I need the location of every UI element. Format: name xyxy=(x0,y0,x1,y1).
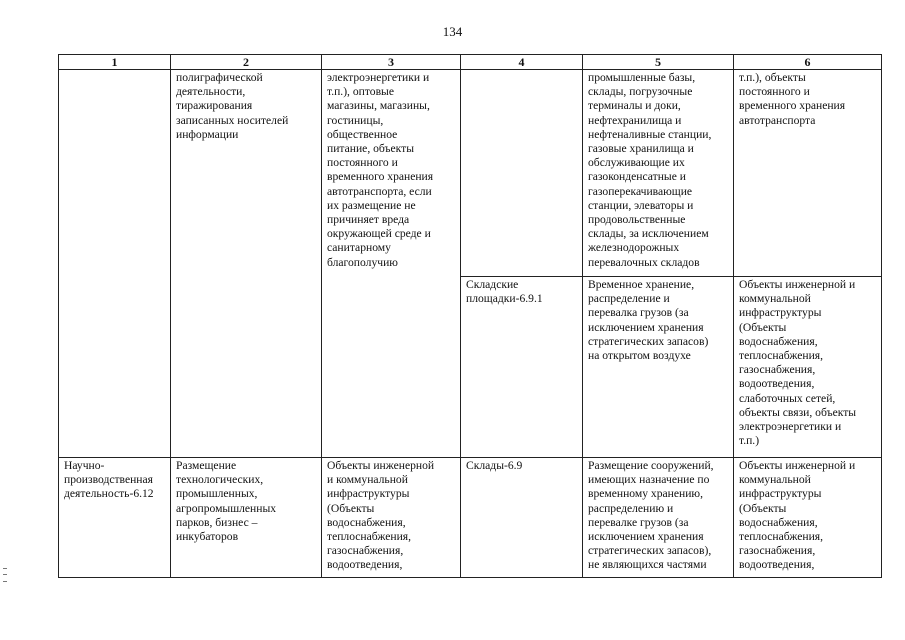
cell-text-line: газоснабжения, xyxy=(739,363,816,377)
cell-text-line: водоотведения, xyxy=(739,558,815,572)
cell-text-line: технологических, xyxy=(176,473,264,487)
cell-text-line: инфраструктуры xyxy=(327,487,410,501)
cell-text-line: временному хранению, xyxy=(588,487,703,501)
cell-text-line: перевалка грузов (за xyxy=(588,306,689,320)
cell-text-line: инфраструктуры xyxy=(739,487,822,501)
cell-text-line: стратегических запасов), xyxy=(588,544,712,558)
cell-text-line: гостиницы, xyxy=(327,113,384,127)
cell-text-line: автотранспорта xyxy=(739,113,816,127)
cell-text-line: Научно- xyxy=(64,459,105,472)
cell-text-line: агропромышленных xyxy=(176,501,277,515)
cell-text-line: распределению и xyxy=(588,501,674,515)
cell-text-line: продовольственные xyxy=(588,213,686,227)
cell-text-line: терминалы и доки, xyxy=(588,99,681,113)
cell-text-line: газоснабжения, xyxy=(327,544,404,558)
cell-text-line: газоконденсатные и xyxy=(588,170,686,184)
cell-text-line: склады, погрузочные xyxy=(588,85,693,99)
cell-text-line: нефтеналивные станции, xyxy=(588,127,712,141)
land-use-table xyxy=(58,54,882,578)
cell-text-line: объекты связи, объекты xyxy=(739,405,857,419)
cell-text-line: постоянного и xyxy=(327,156,398,170)
cell-text-line: Объекты инженерной и xyxy=(739,278,856,291)
cell-text-line: и коммунальной xyxy=(327,473,408,487)
cell-science-col1 xyxy=(59,458,171,578)
cell-cont-col3 xyxy=(322,70,461,458)
cell-science-col4 xyxy=(461,458,583,578)
cell-text-line: водоотведения, xyxy=(327,558,403,572)
cell-text-line: водоснабжения, xyxy=(327,515,406,529)
cell-text-line: Размещение xyxy=(176,459,237,472)
cell-text-line: Размещение сооружений, xyxy=(588,459,714,472)
cell-text-line: деятельности, xyxy=(176,85,246,99)
cell-storage-col6 xyxy=(734,277,882,458)
cell-text-line: т.п.), оптовые xyxy=(327,85,394,99)
cell-text-line: Склады-6.9 xyxy=(466,459,523,472)
column-number-5: 5 xyxy=(583,55,734,70)
cell-science-col2 xyxy=(171,458,322,578)
cell-text-line: промышленных, xyxy=(176,487,258,501)
cell-text-line: перевалочных складов xyxy=(588,255,700,269)
scan-edge-mark xyxy=(3,568,7,582)
cell-text-line: распределение и xyxy=(588,292,670,306)
cell-text-line: коммунальной xyxy=(739,292,811,306)
cell-storage-col4 xyxy=(461,277,583,458)
cell-text-line: обслуживающие их xyxy=(588,156,685,170)
cell-text-line: их размещение не xyxy=(327,198,416,212)
column-number-3: 3 xyxy=(322,55,461,70)
table-row xyxy=(59,458,882,578)
cell-text-line: Складские xyxy=(466,278,519,291)
cell-text-line: водоотведения, xyxy=(739,377,815,391)
cell-text-line: на открытом воздухе xyxy=(588,349,691,363)
cell-text-line: питание, объекты xyxy=(327,142,414,156)
cell-text-line: газоснабжения, xyxy=(739,544,816,558)
cell-text-line: общественное xyxy=(327,127,398,141)
cell-text-line: деятельность-6.12 xyxy=(64,487,154,501)
column-number-2: 2 xyxy=(171,55,322,70)
page-number: 134 xyxy=(442,24,463,39)
cell-text-line: теплоснабжения, xyxy=(327,530,412,544)
cell-text-line: исключением хранения xyxy=(588,320,704,334)
cell-text-line: площадки-6.9.1 xyxy=(466,292,543,306)
cell-text-line: слаботочных сетей, xyxy=(739,391,836,405)
cell-text-line: временного хранения xyxy=(327,170,434,184)
cell-cont-col6 xyxy=(734,70,882,277)
cell-text-line: информации xyxy=(176,127,239,141)
cell-text-line: электроэнергетики и xyxy=(327,71,430,84)
cell-storage-col5 xyxy=(583,277,734,458)
cell-text-line: теплоснабжения, xyxy=(739,349,824,363)
cell-text-line: стратегических запасов) xyxy=(588,334,709,348)
cell-text-line: постоянного и xyxy=(739,85,810,99)
cell-text-line: (Объекты xyxy=(739,320,787,334)
cell-text-line: исключением хранения xyxy=(588,530,704,544)
cell-science-col5 xyxy=(583,458,734,578)
cell-text-line: промышленные базы, xyxy=(588,71,696,84)
column-number-1: 1 xyxy=(59,55,171,70)
cell-text-line: железнодорожных xyxy=(588,241,680,255)
cell-text-line: инфраструктуры xyxy=(739,306,822,320)
cell-text-line: магазины, магазины, xyxy=(327,99,430,113)
cell-text-line: производственная xyxy=(64,473,153,487)
cell-science-col3 xyxy=(322,458,461,578)
cell-cont-col2 xyxy=(171,70,322,458)
cell-text-line: Временное хранение, xyxy=(588,278,695,291)
column-number-6: 6 xyxy=(734,55,882,70)
cell-text-line: перевалке грузов (за xyxy=(588,515,689,529)
table-row xyxy=(59,70,882,277)
cell-text-line: коммунальной xyxy=(739,473,811,487)
cell-text-line: теплоснабжения, xyxy=(739,530,824,544)
cell-text-line: (Объекты xyxy=(327,501,375,515)
cell-text-line: станции, элеваторы и xyxy=(588,198,694,212)
cell-text-line: тиражирования xyxy=(176,99,253,113)
cell-text-line: электроэнергетики и xyxy=(739,420,842,434)
cell-text-line: газоперекачивающие xyxy=(588,184,693,198)
cell-text-line: т.п.) xyxy=(739,434,760,448)
cell-text-line: парков, бизнес – xyxy=(176,515,258,529)
cell-text-line: не являющихся частями xyxy=(588,558,707,572)
cell-text-line: санитарному xyxy=(327,241,391,255)
cell-text-line: окружающей среде и xyxy=(327,227,431,241)
cell-text-line: склады, за исключением xyxy=(588,227,709,241)
cell-text-line: записанных носителей xyxy=(176,113,289,127)
cell-text-line: Объекты инженерной xyxy=(327,459,435,472)
cell-text-line: водоснабжения, xyxy=(739,515,818,529)
cell-text-line: (Объекты xyxy=(739,501,787,515)
cell-text-line: временного хранения xyxy=(739,99,846,113)
cell-text-line: водоснабжения, xyxy=(739,334,818,348)
cell-text-line: имеющих назначение по xyxy=(588,473,710,487)
cell-text-line: т.п.), объекты xyxy=(739,71,806,84)
cell-text-line: полиграфической xyxy=(176,71,263,84)
cell-text-line: Объекты инженерной и xyxy=(739,459,856,472)
cell-text-line: автотранспорта, если xyxy=(327,184,432,198)
cell-text-line: газовые хранилища и xyxy=(588,142,694,156)
cell-cont-col5 xyxy=(583,70,734,277)
cell-text-line: благополучию xyxy=(327,255,398,269)
column-number-4: 4 xyxy=(461,55,583,70)
cell-science-col6 xyxy=(734,458,882,578)
cell-text-line: инкубаторов xyxy=(176,530,239,544)
cell-text-line: нефтехранилища и xyxy=(588,113,682,127)
cell-cont-col4 xyxy=(461,70,583,277)
cell-text-line: причиняет вреда xyxy=(327,213,410,227)
column-number-row xyxy=(59,55,882,70)
cell-cont-col1 xyxy=(59,70,171,458)
